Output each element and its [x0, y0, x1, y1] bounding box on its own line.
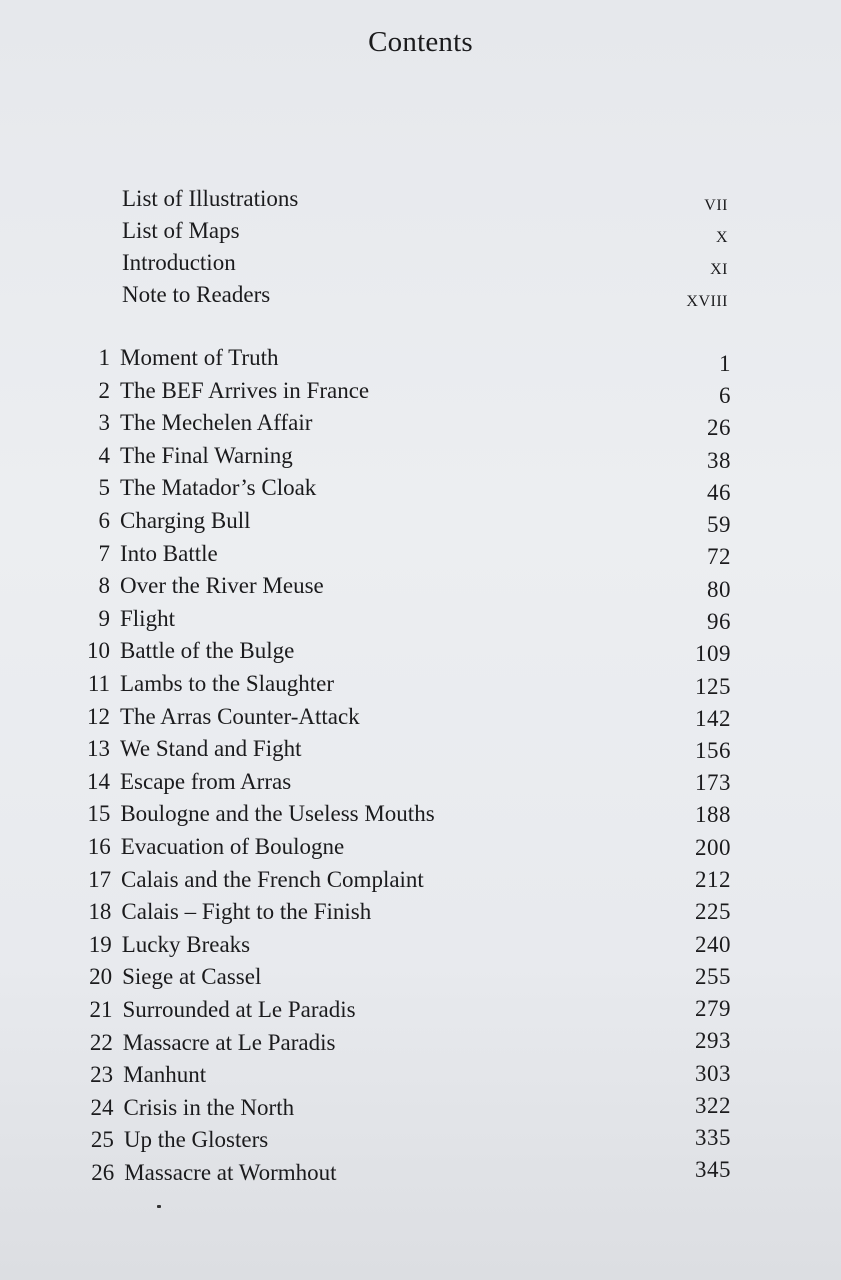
chapter-number: 18 — [88, 899, 112, 925]
chapter-entry — [0, 671, 841, 703]
chapter-page-number: 72 — [707, 544, 731, 570]
chapter-entry — [0, 638, 841, 670]
chapter-page-number: 96 — [707, 608, 731, 634]
chapter-title: The Mechelen Affair — [120, 410, 313, 436]
chapter-title: Calais and the French Complaint — [121, 866, 424, 892]
chapter-number: 21 — [89, 997, 113, 1022]
paper-speck — [157, 1205, 161, 1208]
chapter-entry — [0, 932, 841, 964]
entry-page-number: xviii — [686, 286, 728, 311]
chapter-page-number: 255 — [695, 963, 731, 989]
chapter-title: Moment of Truth — [120, 345, 279, 370]
chapter-number: 8 — [98, 573, 110, 599]
chapter-page-number: 322 — [695, 1092, 731, 1118]
chapter-number: 5 — [98, 475, 110, 501]
chapter-page-number: 125 — [695, 673, 731, 699]
chapter-page-number: 156 — [695, 737, 731, 763]
chapter-title: The Final Warning — [120, 442, 293, 468]
chapter-number: 23 — [90, 1062, 114, 1088]
chapter-entry — [0, 606, 841, 638]
chapter-number: 6 — [98, 508, 110, 533]
front-matter-entry — [0, 186, 841, 218]
chapter-title: Up the Glosters — [123, 1127, 269, 1153]
entry-page-number: vii — [704, 190, 728, 215]
chapter-entry — [0, 1127, 841, 1159]
chapter-entry — [0, 378, 841, 410]
chapter-entry — [0, 736, 841, 768]
chapter-page-number: 279 — [695, 996, 731, 1021]
entry-title: Note to Readers — [122, 282, 271, 307]
chapter-number: 3 — [98, 410, 110, 436]
chapter-title: Calais – Fight to the Finish — [121, 899, 372, 925]
chapter-title: Manhunt — [123, 1062, 207, 1088]
chapter-entry — [0, 508, 841, 540]
front-matter-entry — [0, 218, 841, 250]
chapter-page-number: 80 — [707, 576, 731, 602]
chapter-title: We Stand and Fight — [120, 736, 302, 762]
chapter-title: Into Battle — [120, 540, 218, 566]
chapter-title: The Arras Counter-Attack — [120, 703, 360, 729]
chapter-number: 20 — [89, 964, 113, 990]
chapter-entry — [0, 573, 841, 605]
chapter-title: Flight — [120, 605, 175, 631]
chapter-entry — [0, 867, 841, 899]
chapter-title: Surrounded at Le Paradis — [122, 997, 356, 1022]
chapter-entry — [0, 1030, 841, 1062]
chapter-number: 24 — [90, 1094, 114, 1120]
chapter-entry — [0, 997, 841, 1029]
front-matter-entry — [0, 250, 841, 282]
chapter-page-number: 109 — [695, 641, 731, 667]
chapter-title: Massacre at Wormhout — [124, 1160, 337, 1185]
entry-title: Introduction — [122, 250, 236, 275]
chapter-entry — [0, 704, 841, 736]
chapter-number: 13 — [87, 736, 110, 762]
chapter-entry — [0, 964, 841, 996]
chapter-number: 17 — [88, 866, 112, 892]
chapter-page-number: 212 — [695, 866, 731, 892]
entry-page-number: xi — [710, 254, 728, 279]
chapter-page-number: 59 — [707, 512, 731, 538]
chapter-entry — [0, 541, 841, 573]
chapter-page-number: 200 — [695, 834, 731, 860]
chapter-number: 11 — [87, 671, 110, 696]
chapter-page-number: 293 — [695, 1028, 731, 1054]
chapter-title: The BEF Arrives in France — [120, 377, 370, 403]
chapter-title: The Matador’s Cloak — [120, 475, 317, 501]
chapter-number: 15 — [87, 801, 111, 827]
chapter-number: 2 — [98, 377, 110, 403]
front-matter-entry — [0, 282, 841, 314]
chapter-entry — [0, 801, 841, 833]
chapter-title: Lucky Breaks — [121, 931, 251, 957]
chapter-page-number: 335 — [695, 1125, 731, 1150]
chapter-entry — [0, 475, 841, 507]
chapter-page-number: 6 — [719, 383, 731, 409]
chapter-page-number: 38 — [707, 447, 731, 473]
chapter-title: Boulogne and the Useless Mouths — [120, 801, 435, 827]
chapter-title: Charging Bull — [120, 508, 251, 533]
chapter-page-number: 46 — [707, 479, 731, 505]
entry-title: List of Illustrations — [122, 186, 299, 211]
chapter-entry — [0, 899, 841, 931]
chapter-number: 16 — [87, 834, 111, 859]
chapter-title: Lambs to the Slaughter — [120, 671, 334, 696]
chapter-title: Crisis in the North — [123, 1094, 295, 1120]
chapter-page-number: 188 — [695, 802, 731, 828]
chapter-page-number: 303 — [695, 1060, 731, 1086]
entry-page-number: x — [715, 222, 728, 247]
chapter-entry — [0, 1062, 841, 1094]
chapter-page-number: 345 — [695, 1157, 731, 1183]
chapter-page-number: 1 — [719, 351, 731, 376]
chapter-entry — [0, 345, 841, 377]
chapter-number: 12 — [87, 703, 110, 729]
chapter-number: 19 — [88, 931, 112, 957]
chapter-entry — [0, 769, 841, 801]
chapter-number: 9 — [98, 605, 110, 631]
page-title: Contents — [368, 26, 473, 58]
chapter-page-number: 173 — [695, 770, 731, 796]
chapter-number: 1 — [98, 345, 110, 370]
chapter-page-number: 225 — [695, 899, 731, 925]
chapter-entry — [0, 1157, 841, 1192]
chapter-page-number: 26 — [707, 415, 731, 441]
chapter-number: 14 — [87, 768, 110, 794]
chapter-title: Siege at Cassel — [122, 964, 262, 990]
chapter-title: Escape from Arras — [120, 768, 292, 794]
chapter-number: 7 — [98, 540, 110, 566]
chapter-title: Battle of the Bulge — [120, 638, 295, 664]
chapter-entry — [0, 834, 841, 866]
chapter-entry — [0, 443, 841, 475]
chapter-number: 22 — [89, 1029, 113, 1055]
chapter-title: Massacre at Le Paradis — [122, 1029, 336, 1055]
chapter-number: 26 — [91, 1160, 115, 1185]
entry-title: List of Maps — [122, 218, 240, 243]
chapter-number: 4 — [98, 442, 110, 468]
chapter-title: Evacuation of Boulogne — [120, 834, 345, 859]
chapter-entry — [0, 1092, 841, 1127]
chapter-entry — [0, 410, 841, 442]
chapter-title: Over the River Meuse — [120, 573, 324, 599]
chapter-page-number: 240 — [695, 931, 731, 957]
chapter-number: 10 — [87, 638, 110, 664]
chapter-page-number: 142 — [695, 705, 731, 731]
chapter-number: 25 — [90, 1127, 114, 1153]
